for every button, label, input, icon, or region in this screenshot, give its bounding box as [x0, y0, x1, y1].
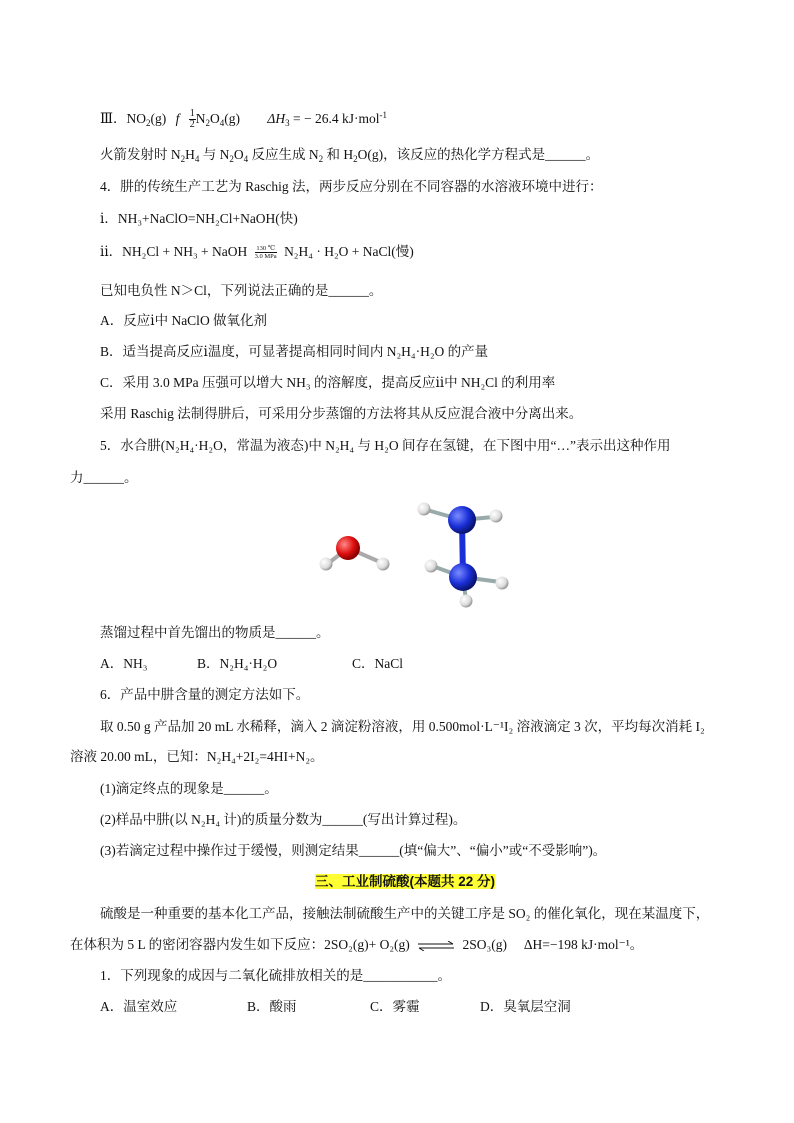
- fraction-half: $\frac{1}{2}$: [189, 108, 195, 131]
- q5-option-b: B．N₂H₄·H₂O: [197, 656, 278, 671]
- hydrogen-atom: [418, 503, 431, 516]
- molecule-diagram: [300, 490, 530, 610]
- s3-paragraph-2: 在体积为 5 L 的密闭容器内发生如下反应：2SO₂(g)+ O₂(g) 2SO₃(g) ΔH=−198 kJ·mol⁻¹。: [70, 937, 644, 952]
- q4-option-a: A．反应ⅰ中 NaClO 做氧化剂: [100, 313, 268, 328]
- nitrogen-atom: [449, 563, 477, 591]
- q6-paragraph-2: 溶液 20.00 mL，已知：N₂H₄+2I₂=4HI+N₂。: [70, 749, 324, 764]
- s3-option-a: A．温室效应: [100, 999, 178, 1014]
- q4-stem: 已知电负性 N＞Cl，下列说法正确的是______。: [100, 283, 383, 298]
- hydrogen-atom: [496, 577, 509, 590]
- q5-line-1: 5．水合肼(N₂H₄·H₂O，常温为液态)中 N₂H₄ 与 H₂O 间存在氢键，在下图中用“…”表示出这种作用: [100, 438, 671, 453]
- hydrogen-atom: [320, 558, 333, 571]
- section-3-title: 三、工业制硫酸(本题共 22 分): [315, 874, 496, 889]
- hydrogen-atom: [377, 558, 390, 571]
- q6-sub-1: (1)滴定终点的现象是______。: [100, 781, 278, 796]
- hydrogen-atom: [425, 560, 438, 573]
- q4-reaction-2: ⅱ．NH₂Cl + NH₃ + NaOH 130 ℃ 3.0 MPa N₂H₄ · H₂O + NaCl(慢): [100, 244, 414, 261]
- q4-reaction-1: ⅰ．NH₃+NaClO=NH₂Cl+NaOH(快): [100, 211, 298, 226]
- q4-title: 4．肼的传统生产工艺为 Raschig 法，两步反应分别在不同容器的水溶液环境中进行：: [100, 179, 603, 194]
- q5-line-2: 力______。: [70, 470, 138, 485]
- q5-option-a: A．NH₃: [100, 656, 148, 671]
- q6-paragraph-1: 取 0.50 g 产品加 20 mL 水稀释，滴入 2 滴淀粉溶液，用 0.500mol·L⁻¹I₂ 溶液滴定 3 次，平均每次消耗 I₂: [100, 719, 705, 734]
- reaction-condition: 130 ℃ 3.0 MPa: [254, 245, 277, 261]
- s3-question-1: 1．下列现象的成因与二氧化硫排放相关的是___________。: [100, 968, 451, 983]
- q3-question: 火箭发射时 $N_2H_4$ 与 $N_2O_4$ 反应生成 $N_2$ 和 $H_2O(g)$，该反应的热化学方程式是______。: [100, 147, 600, 164]
- q4-option-b: B．适当提高反应ⅰ温度，可显著提高相同时间内 N₂H₄·H₂O 的产量: [100, 344, 489, 359]
- q4-option-c: C．采用 3.0 MPa 压强可以增大 NH₃ 的溶解度，提高反应ⅱ中 NH₂Cl 的利用率: [100, 375, 556, 390]
- oxygen-atom: [336, 536, 360, 560]
- s3-option-d: D．臭氧层空洞: [480, 999, 571, 1014]
- s3-option-b: B．酸雨: [247, 999, 297, 1014]
- q5-stem: 蒸馏过程中首先馏出的物质是______。: [100, 625, 330, 640]
- q5-option-c: C．NaCl: [352, 656, 404, 671]
- q4-note: 采用 Raschig 法制得肼后，可采用分步蒸馏的方法将其从反应混合液中分离出来。: [100, 406, 583, 421]
- q6-title: 6．产品中肼含量的测定方法如下。: [100, 687, 310, 702]
- nitrogen-atom: [448, 506, 476, 534]
- equilibrium-arrow-icon: [417, 941, 455, 951]
- hydrogen-atom: [490, 510, 503, 523]
- hydrogen-atom: [460, 595, 473, 608]
- q6-sub-2: (2)样品中肼(以 N₂H₄ 计)的质量分数为______(写出计算过程)。: [100, 812, 467, 827]
- q6-sub-3: (3)若滴定过程中操作过于缓慢，则测定结果______(填“偏大”、“偏小”或“不受影响”)。: [100, 843, 607, 858]
- s3-option-c: C．雾霾: [370, 999, 420, 1014]
- equation-3: Ⅲ．$NO_2(g)$ f $\frac{1}{2}$ $N_2O_4(g) \Delta H_3$ = − 26.4 kJ·mol$^{-1}$: [100, 108, 387, 131]
- s3-paragraph-1: 硫酸是一种重要的基本化工产品，接触法制硫酸生产中的关键工序是 SO₂ 的催化氧化，现在某温度下，: [100, 906, 710, 921]
